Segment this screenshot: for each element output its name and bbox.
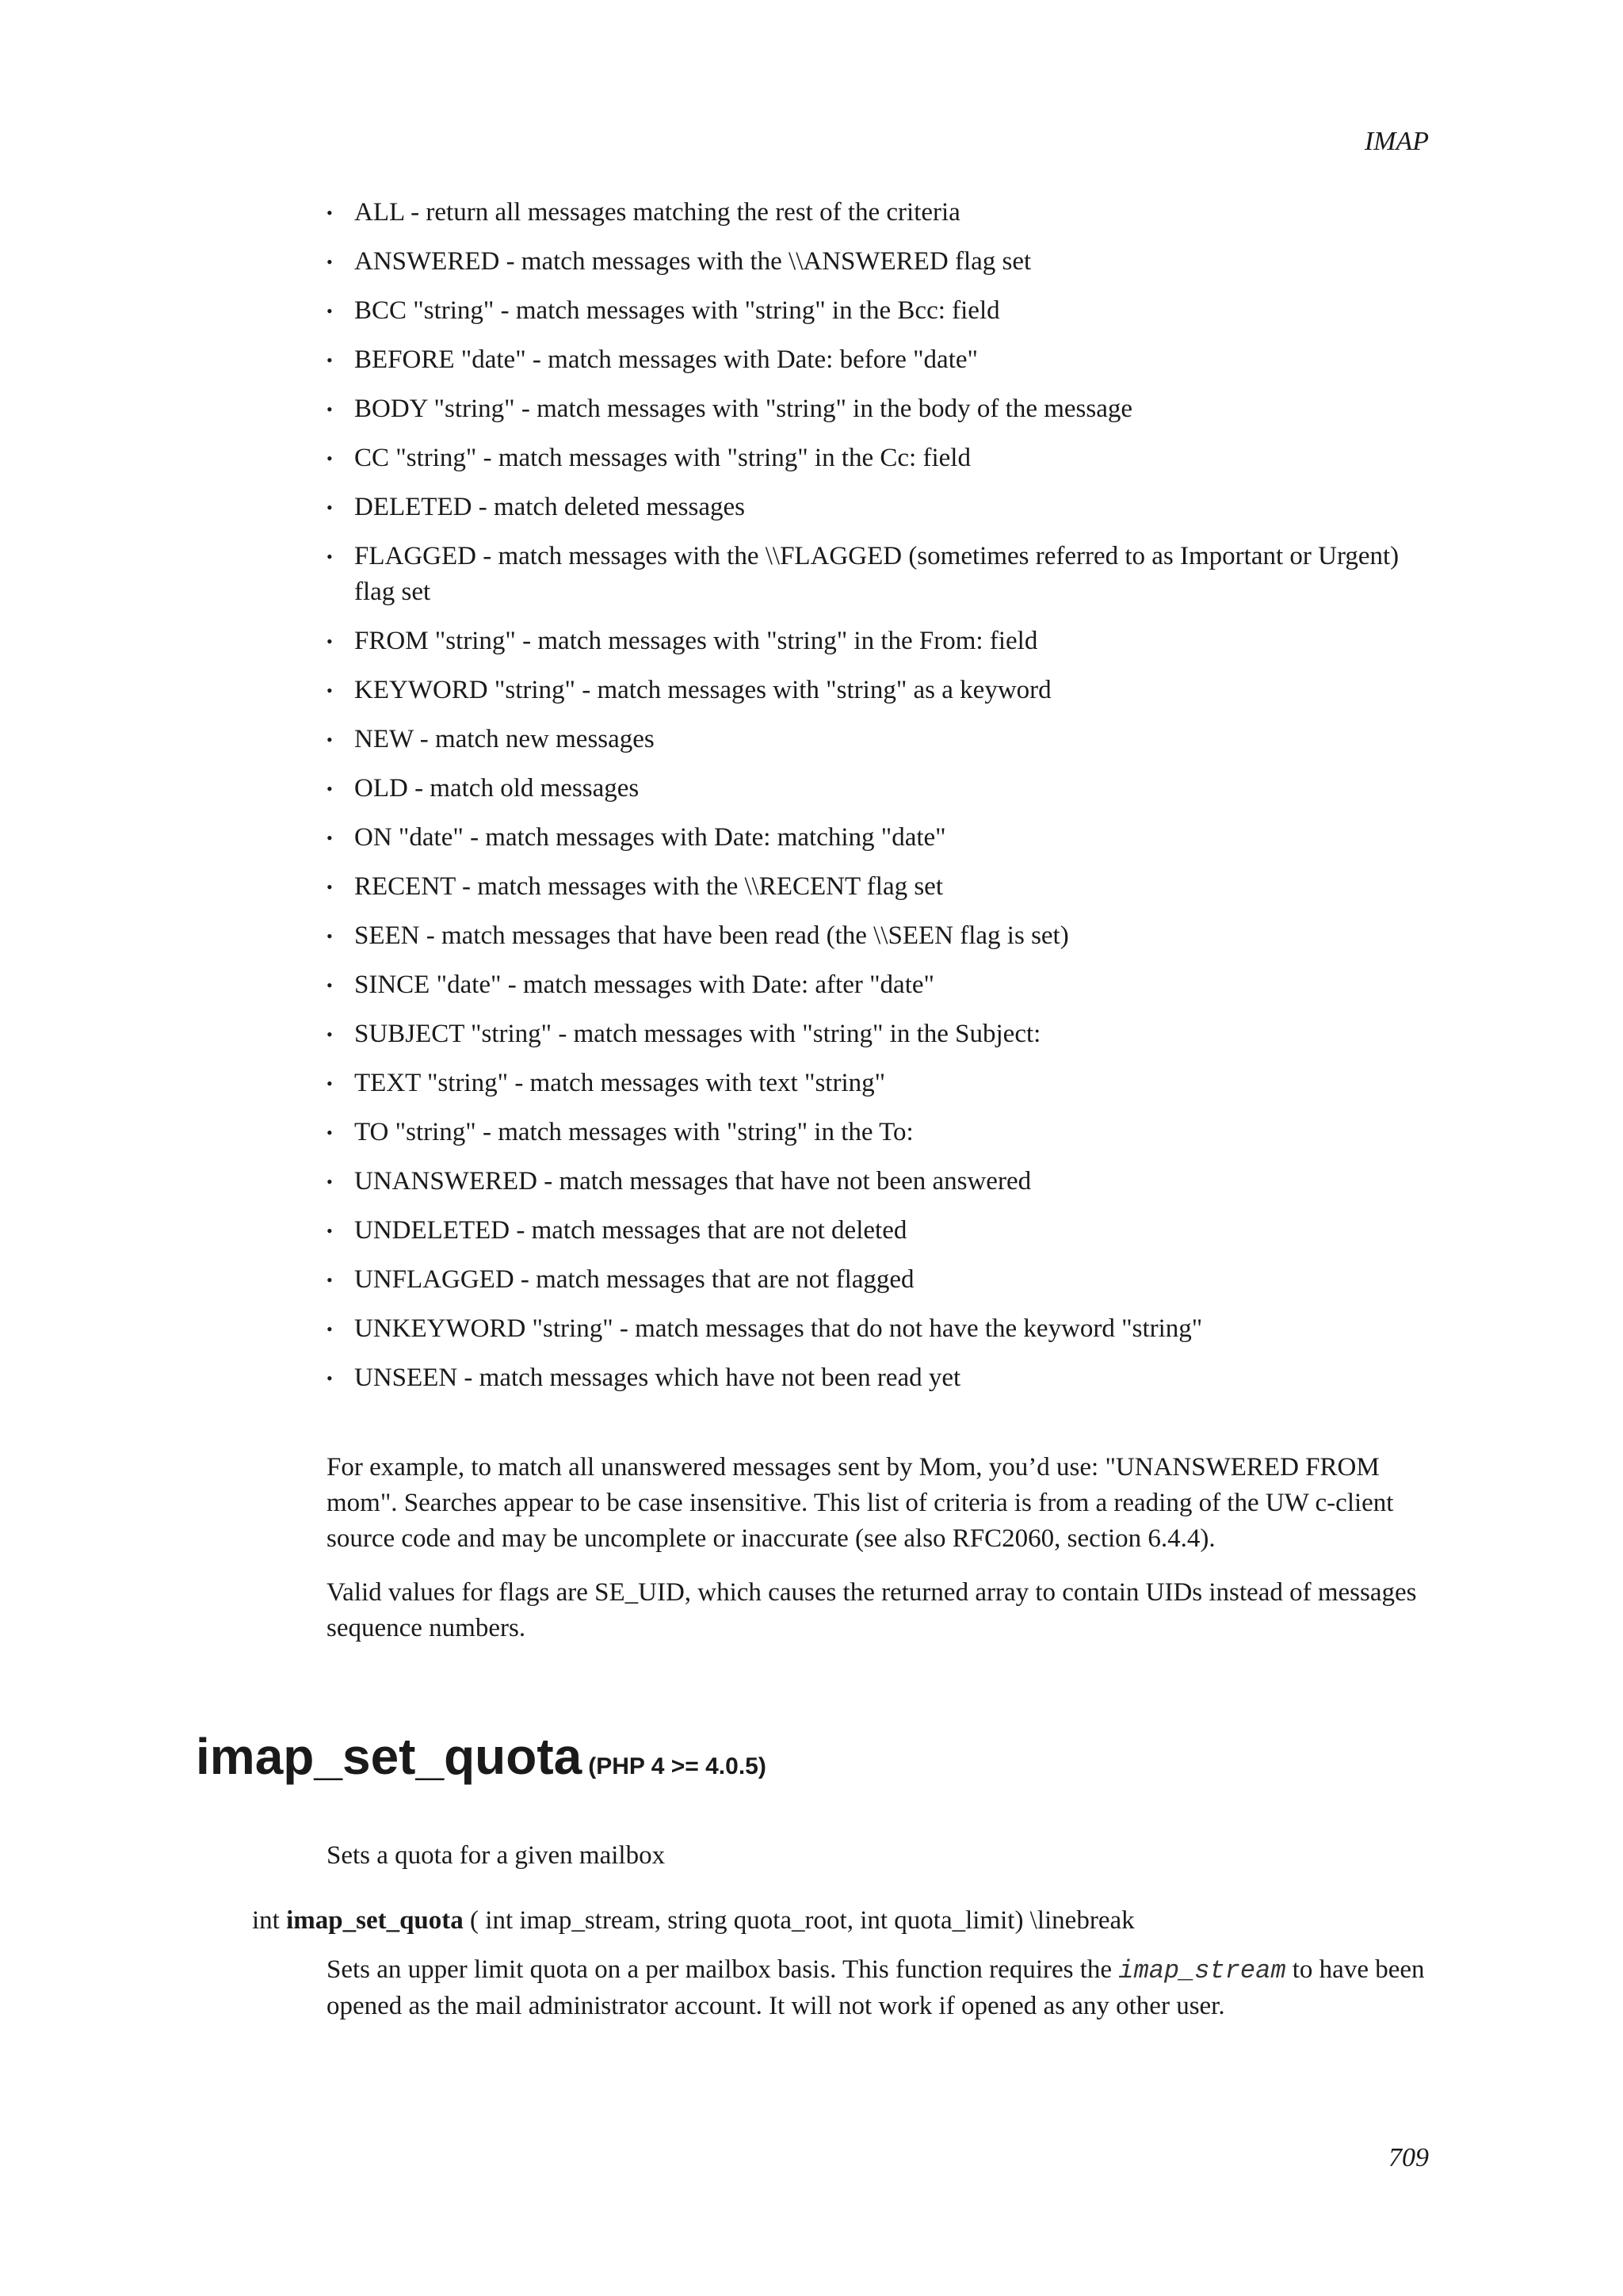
example-paragraph: For example, to match all unanswered messages sent by Mom, you’d use: "UNANSWERED FROM mom". Searches appear to be case insensitive. This list of criteria is from a reading of the UW c-client source code and may be uncomplete or inaccurate (see also RFC2060, section 6.4.4). [327, 1453, 1394, 1553]
criteria-item [327, 244, 1436, 280]
bullet-marker: • [327, 498, 333, 517]
criteria-item-text: UNANSWERED - match messages that have not been answered [354, 1167, 1032, 1196]
criteria-item [327, 771, 1436, 807]
criteria-item [327, 342, 1436, 378]
bullet-marker: • [327, 1123, 333, 1142]
bullet-marker: • [327, 779, 333, 799]
criteria-item-text: KEYWORD "string" - match messages with "string" as a keyword [354, 676, 1052, 704]
criteria-item-text: TO "string" - match messages with "string" in the To: [354, 1118, 914, 1146]
criteria-item-text: SINCE "date" - match messages with Date: after "date" [354, 971, 934, 999]
criteria-item-text: TEXT "string" - match messages with text "string" [354, 1069, 886, 1097]
bullet-marker: • [327, 975, 333, 995]
criteria-item-text: ALL - return all messages matching the rest of the criteria [354, 198, 960, 227]
bullet-marker: • [327, 1270, 333, 1290]
bullet-marker: • [327, 448, 333, 468]
description-text-after: to have been opened as the mail administrator account. It will not work if opened as any other user. [327, 1955, 1425, 2020]
criteria-item-text: RECENT - match messages with the \\RECENT flag set [354, 872, 943, 901]
criteria-item [327, 624, 1436, 659]
bullet-marker: • [327, 301, 333, 321]
criteria-item-text: SEEN - match messages that have been read (the \\SEEN flag is set) [354, 921, 1069, 950]
criteria-item [327, 391, 1436, 427]
criteria-item-text: UNSEEN - match messages which have not been read yet [354, 1363, 961, 1392]
bullet-marker: • [327, 877, 333, 897]
criteria-item-text: FROM "string" - match messages with "string" in the From: field [354, 627, 1038, 655]
criteria-item [327, 293, 1436, 329]
bullet-marker: • [327, 631, 333, 651]
criteria-item-text: OLD - match old messages [354, 774, 640, 803]
function-signature [252, 1903, 1135, 1939]
signature-params: ( int imap_stream, string quota_root, int quota_limit) \linebreak [470, 1906, 1135, 1935]
bullet-marker: • [327, 1172, 333, 1192]
criteria-item [327, 918, 1436, 954]
criteria-item [327, 539, 1436, 610]
criteria-item [327, 195, 1436, 231]
criteria-item-text: CC "string" - match messages with "string" in the Cc: field [354, 444, 971, 472]
function-name: imap_set_quota [196, 1728, 582, 1785]
criteria-item [327, 1262, 1436, 1298]
criteria-item [327, 1213, 1436, 1249]
criteria-item [327, 1066, 1436, 1101]
criteria-item-text: NEW - match new messages [354, 725, 655, 753]
bullet-marker: • [327, 828, 333, 848]
search-criteria-list [327, 195, 1436, 1409]
bullet-marker: • [327, 730, 333, 749]
criteria-item [327, 673, 1436, 708]
bullet-marker: • [327, 1221, 333, 1241]
bullet-marker: • [327, 1024, 333, 1044]
bullet-marker: • [327, 252, 333, 272]
criteria-item-text: DELETED - match deleted messages [354, 493, 745, 521]
criteria-item-text: BEFORE "date" - match messages with Date: before "date" [354, 345, 978, 374]
bullet-marker: • [327, 926, 333, 946]
criteria-item-text: UNFLAGGED - match messages that are not flagged [354, 1265, 915, 1294]
flags-paragraph: Valid values for flags are SE_UID, which causes the returned array to contain UIDs instead of messages sequence numbers. [327, 1578, 1417, 1642]
bullet-marker: • [327, 350, 333, 370]
criteria-item-text: UNKEYWORD "string" - match messages that do not have the keyword "string" [354, 1314, 1203, 1343]
bullet-marker: • [327, 1319, 333, 1339]
function-purpose: Sets a quota for a given mailbox [327, 1841, 666, 1870]
bullet-marker: • [327, 547, 333, 566]
criteria-item [327, 1115, 1436, 1150]
running-header: IMAP [1364, 127, 1429, 156]
bullet-marker: • [327, 399, 333, 419]
criteria-item [327, 1016, 1436, 1052]
criteria-item [327, 967, 1436, 1003]
criteria-item [327, 490, 1436, 525]
signature-return-type: int [252, 1906, 280, 1935]
criteria-item [327, 869, 1436, 905]
bullet-marker: • [327, 681, 333, 700]
function-version: (PHP 4 >= 4.0.5) [588, 1753, 766, 1779]
criteria-item-text: UNDELETED - match messages that are not deleted [354, 1216, 907, 1245]
criteria-item [327, 722, 1436, 757]
criteria-item-text: BCC "string" - match messages with "string" in the Bcc: field [354, 296, 1000, 325]
criteria-item-text: ANSWERED - match messages with the \\ANSWERED flag set [354, 247, 1032, 276]
criteria-item [327, 1311, 1436, 1347]
page-number: 709 [1388, 2143, 1429, 2172]
criteria-item [327, 820, 1436, 856]
description-text-before: Sets an upper limit quota on a per mailbox basis. This function requires the [327, 1955, 1119, 1984]
signature-function-name: imap_set_quota [286, 1906, 464, 1935]
criteria-item [327, 1360, 1436, 1396]
bullet-marker: • [327, 1368, 333, 1388]
criteria-item [327, 1164, 1436, 1199]
description-parameter: imap_stream [1118, 1956, 1286, 1985]
criteria-item-text: BODY "string" - match messages with "string" in the body of the message [354, 395, 1133, 423]
criteria-item [327, 441, 1436, 476]
criteria-item-text: SUBJECT "string" - match messages with "string" in the Subject: [354, 1020, 1041, 1048]
function-description [327, 1952, 1436, 2024]
criteria-item-text: ON "date" - match messages with Date: matching "date" [354, 823, 946, 852]
criteria-item-text: FLAGGED - match messages with the \\FLAGGED (sometimes referred to as Important or Urgent) flag set [354, 542, 1400, 606]
bullet-marker: • [327, 203, 333, 223]
bullet-marker: • [327, 1074, 333, 1093]
function-heading [196, 1727, 766, 1786]
